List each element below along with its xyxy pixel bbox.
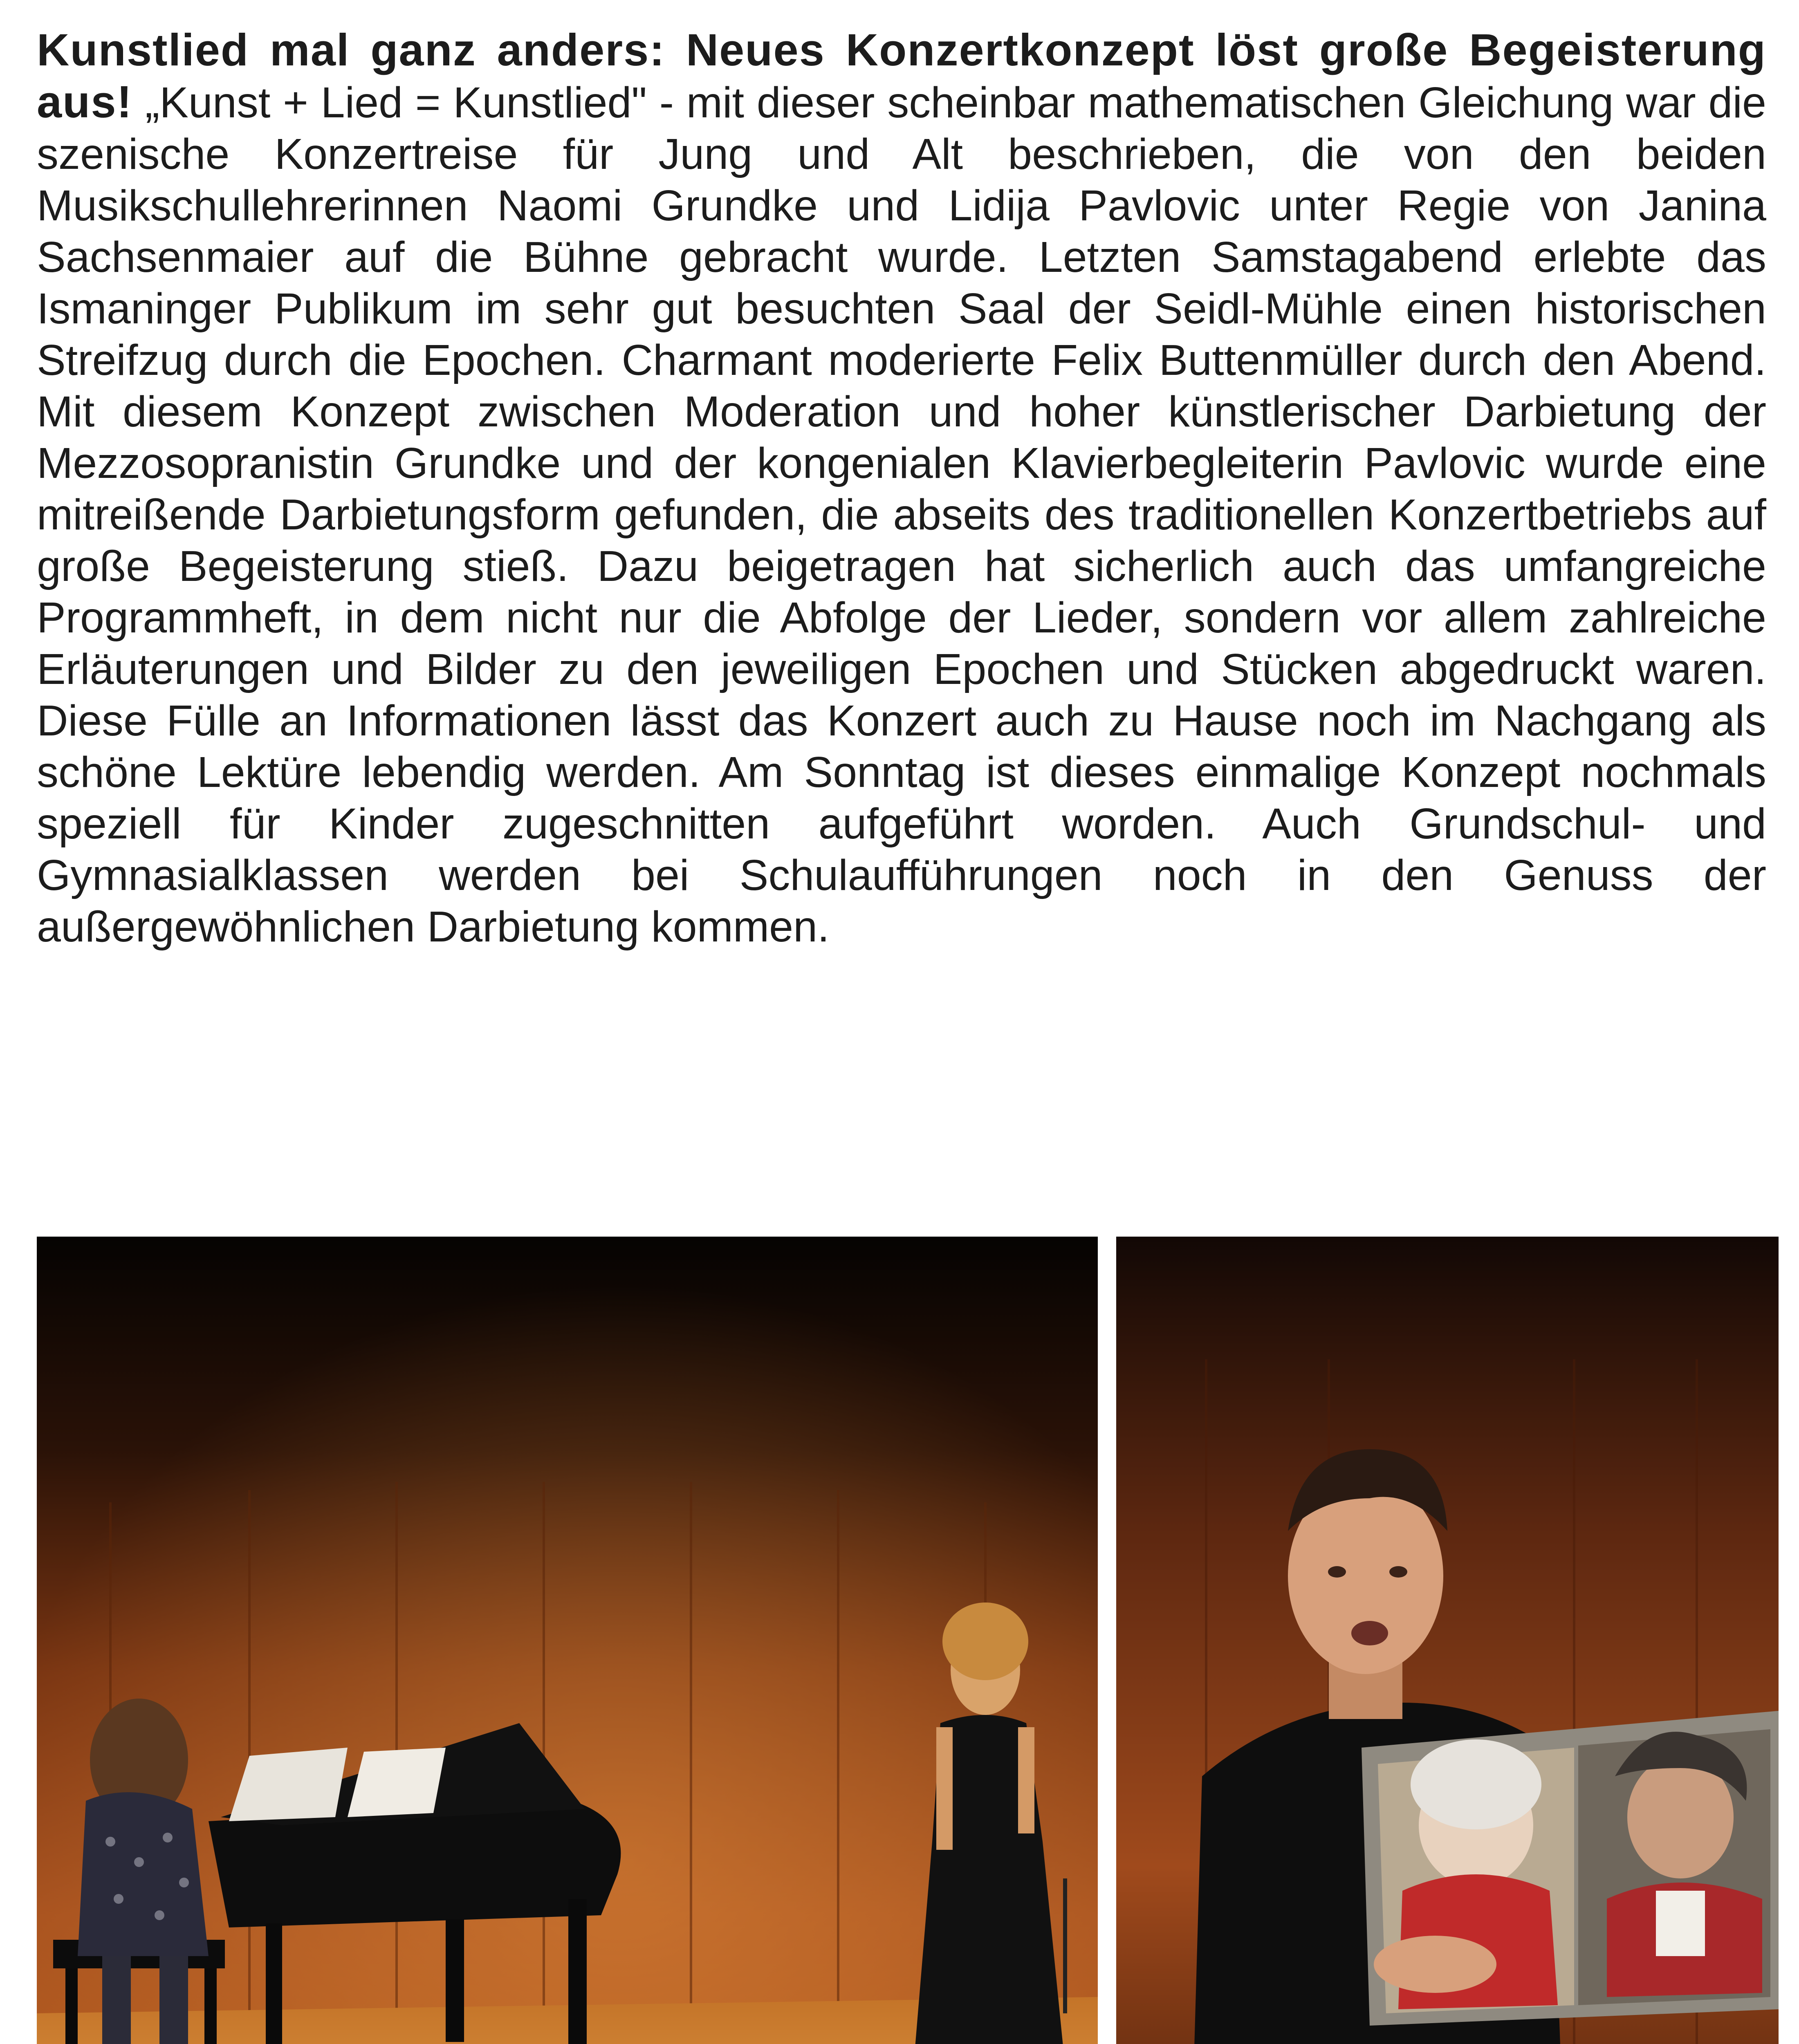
article-headline: Kunstlied mal ganz anders: Neues Konzertkonzept löst große Begeisterung aus! bbox=[37, 25, 1766, 127]
article-text bbox=[37, 25, 1766, 953]
photo-row bbox=[37, 1237, 1779, 2044]
article-body: „Kunst + Lied = Kunstlied" - mit dieser scheinbar mathematischen Gleichung war die szenische Konzertreise für Jung und Alt beschrieben, die von den beiden Musikschullehrerinnen Naomi Grundke und Lidija Pavlovic unter Regie von Janina Sachsenmaier auf die Bühne gebracht wurde. Letzten Samstagabend erlebte das Ismaninger Publikum im sehr gut besuchten Saal der Seidl-Mühle einen historischen Streifzug durch die Epochen. Charmant moderierte Felix Buttenmüller durch den Abend. Mit diesem Konzept zwischen Moderation und hoher künstlerischer Darbietung der Mezzosopranistin Grundke und der kongenialen Klavierbegleiterin Pavlovic wurde eine mitreißende Darbietungsform gefunden, die abseits des traditionellen Konzertbetriebs auf große Begeisterung stieß. Dazu beigetragen hat sicherlich auch das umfangreiche Programmheft, in dem nicht nur die Abfolge der Lieder, sondern vor allem zahlreiche Erläuterungen und Bilder zu den jeweiligen Epochen und Stücken abgedruckt waren. Diese Fülle an Informationen lässt das Konzert auch zu Hause noch im Nachgang als schöne Lektüre lebendig werden. Am Sonntag ist dieses einmalige Konzept nochmals speziell für Kinder zugeschnitten aufgeführt worden. Auch Grundschul- und Gymnasialklassen werden bei Schulaufführungen noch in den Genuss der außergewöhnlichen Darbietung kommen. bbox=[37, 78, 1766, 951]
moderator-photo bbox=[1116, 1237, 1779, 2044]
concert-stage-photo bbox=[37, 1237, 1098, 2044]
